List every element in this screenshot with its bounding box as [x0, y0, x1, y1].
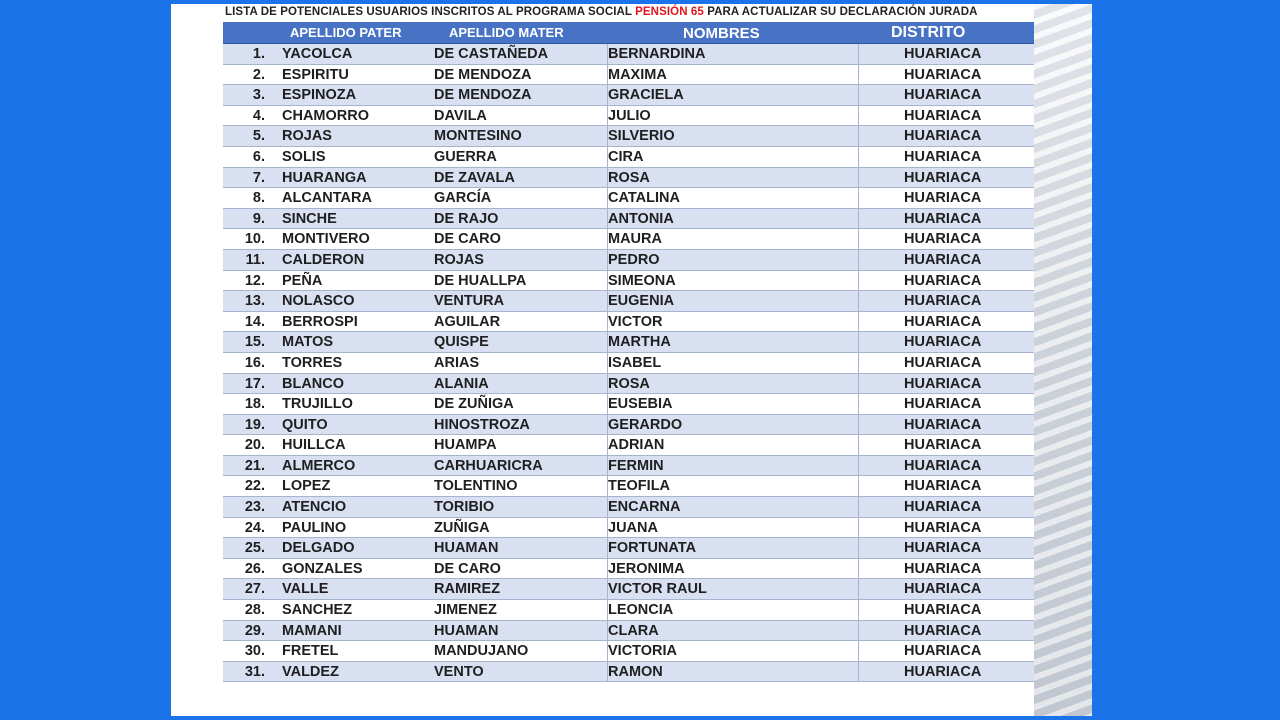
- table-header: [223, 22, 1034, 44]
- apellido-pater-cell: HUARANGA: [282, 169, 367, 186]
- nombres-cell: RAMON: [608, 663, 663, 680]
- row-number: 28.: [244, 602, 265, 619]
- table-row: [223, 353, 1034, 374]
- distrito-cell: HUARIACA: [904, 519, 982, 536]
- distrito-cell: HUARIACA: [904, 190, 982, 207]
- distrito-cell: HUARIACA: [904, 602, 982, 619]
- row-number: 16.: [244, 354, 265, 371]
- column-divider: [858, 476, 859, 496]
- apellido-mater-cell: MONTESINO: [434, 128, 522, 145]
- table-row: [223, 126, 1034, 147]
- column-divider: [858, 291, 859, 311]
- apellido-mater-cell: MANDUJANO: [434, 643, 529, 660]
- table-row: [223, 44, 1034, 65]
- apellido-pater-cell: BLANCO: [282, 375, 345, 392]
- row-number: 4.: [252, 107, 265, 124]
- column-divider: [858, 621, 859, 641]
- column-divider: [858, 415, 859, 435]
- row-number: 13.: [244, 293, 265, 310]
- nombres-cell: PEDRO: [608, 251, 660, 268]
- row-number: 21.: [244, 457, 265, 474]
- column-divider: [858, 538, 859, 558]
- table-row: [223, 435, 1034, 456]
- apellido-pater-cell: HUILLCA: [282, 437, 346, 454]
- apellido-mater-cell: CARHUARICRA: [434, 457, 543, 474]
- nombres-cell: MAURA: [608, 231, 662, 248]
- table-row: [223, 188, 1034, 209]
- distrito-cell: HUARIACA: [904, 210, 982, 227]
- apellido-pater-cell: PAULINO: [282, 519, 347, 536]
- row-number: 3.: [252, 87, 265, 104]
- table-row: [223, 621, 1034, 642]
- table-row: [223, 271, 1034, 292]
- table-row: [223, 147, 1034, 168]
- row-number: 10.: [244, 231, 265, 248]
- apellido-pater-cell: ESPIRITU: [282, 66, 349, 83]
- apellido-pater-cell: SINCHE: [282, 210, 337, 227]
- nombres-cell: JULIO: [608, 107, 651, 124]
- apellido-mater-cell: ALANIA: [434, 375, 489, 392]
- row-number: 25.: [244, 540, 265, 557]
- apellido-mater-cell: VENTO: [434, 663, 484, 680]
- table-row: [223, 579, 1034, 600]
- apellido-pater-cell: TRUJILLO: [282, 396, 353, 413]
- apellido-mater-cell: DE RAJO: [434, 210, 499, 227]
- apellido-pater-cell: SANCHEZ: [282, 602, 353, 619]
- row-number: 22.: [244, 478, 265, 495]
- table-row: [223, 168, 1034, 189]
- row-number: 9.: [252, 210, 265, 227]
- distrito-cell: HUARIACA: [904, 478, 982, 495]
- apellido-mater-cell: GARCÍA: [434, 190, 492, 207]
- distrito-cell: HUARIACA: [904, 313, 982, 330]
- row-number: 5.: [252, 128, 265, 145]
- document-title: [225, 6, 1045, 20]
- apellido-pater-cell: MATOS: [282, 334, 334, 351]
- nombres-cell: MAXIMA: [608, 66, 667, 83]
- nombres-cell: SILVERIO: [608, 128, 675, 145]
- apellido-pater-cell: CHAMORRO: [282, 107, 369, 124]
- apellido-pater-cell: DELGADO: [282, 540, 355, 557]
- distrito-cell: HUARIACA: [904, 169, 982, 186]
- nombres-cell: CIRA: [608, 148, 644, 165]
- apellido-mater-cell: GUERRA: [434, 148, 497, 165]
- distrito-cell: HUARIACA: [904, 66, 982, 83]
- apellido-mater-cell: DE ZUÑIGA: [434, 396, 514, 413]
- table-row: [223, 374, 1034, 395]
- header-nombres: NOMBRES: [683, 25, 760, 42]
- apellido-mater-cell: TOLENTINO: [434, 478, 518, 495]
- column-divider: [858, 229, 859, 249]
- distrito-cell: HUARIACA: [904, 560, 982, 577]
- row-number: 12.: [244, 272, 265, 289]
- column-divider: [858, 579, 859, 599]
- apellido-pater-cell: MONTIVERO: [282, 231, 370, 248]
- distrito-cell: HUARIACA: [904, 87, 982, 104]
- nombres-cell: ENCARNA: [608, 499, 681, 516]
- row-number: 23.: [244, 499, 265, 516]
- apellido-pater-cell: YACOLCA: [282, 46, 353, 62]
- nombres-cell: VICTOR: [608, 313, 663, 330]
- apellido-pater-cell: SOLIS: [282, 148, 326, 165]
- row-number: 29.: [244, 622, 265, 639]
- nombres-cell: VICTOR RAUL: [608, 581, 707, 598]
- table-row: [223, 291, 1034, 312]
- nombres-cell: CATALINA: [608, 190, 680, 207]
- nombres-cell: TEOFILA: [608, 478, 671, 495]
- apellido-mater-cell: HINOSTROZA: [434, 416, 530, 433]
- column-divider: [858, 559, 859, 579]
- distrito-cell: HUARIACA: [904, 437, 982, 454]
- title-prefix: LISTA DE POTENCIALES USUARIOS INSCRITOS AL PROGRAMA SOCIAL: [225, 6, 632, 18]
- table-row: [223, 85, 1034, 106]
- table-row: [223, 332, 1034, 353]
- row-number: 24.: [244, 519, 265, 536]
- apellido-pater-cell: GONZALES: [282, 560, 363, 577]
- nombres-cell: BERNARDINA: [608, 46, 706, 62]
- row-number: 1.: [252, 46, 265, 62]
- column-divider: [858, 312, 859, 332]
- row-number: 20.: [244, 437, 265, 454]
- nombres-cell: ROSA: [608, 169, 650, 186]
- apellido-pater-cell: VALLE: [282, 581, 329, 598]
- column-divider: [858, 332, 859, 352]
- column-divider: [858, 374, 859, 394]
- column-divider: [858, 188, 859, 208]
- apellido-mater-cell: RAMIREZ: [434, 581, 501, 598]
- table-row: [223, 106, 1034, 127]
- row-number: 15.: [244, 334, 265, 351]
- column-divider: [858, 518, 859, 538]
- nombres-cell: JUANA: [608, 519, 658, 536]
- apellido-pater-cell: NOLASCO: [282, 293, 355, 310]
- table-row: [223, 394, 1034, 415]
- apellido-mater-cell: ARIAS: [434, 354, 480, 371]
- nombres-cell: FORTUNATA: [608, 540, 697, 557]
- apellido-pater-cell: BERROSPI: [282, 313, 358, 330]
- nombres-cell: FERMIN: [608, 457, 664, 474]
- apellido-mater-cell: JIMENEZ: [434, 602, 497, 619]
- table-row: [223, 250, 1034, 271]
- apellido-mater-cell: AGUILAR: [434, 313, 501, 330]
- nombres-cell: CLARA: [608, 622, 659, 639]
- nombres-cell: LEONCIA: [608, 602, 674, 619]
- column-divider: [858, 209, 859, 229]
- row-number: 30.: [244, 643, 265, 660]
- table-row: [223, 641, 1034, 662]
- nombres-cell: GRACIELA: [608, 87, 684, 104]
- column-divider: [858, 353, 859, 373]
- column-divider: [858, 641, 859, 661]
- apellido-pater-cell: ATENCIO: [282, 499, 347, 516]
- column-divider: [858, 394, 859, 414]
- nombres-cell: ADRIAN: [608, 437, 665, 454]
- apellido-mater-cell: VENTURA: [434, 293, 505, 310]
- nombres-cell: MARTHA: [608, 334, 671, 351]
- column-divider: [858, 85, 859, 105]
- table-row: [223, 476, 1034, 497]
- distrito-cell: HUARIACA: [904, 334, 982, 351]
- distrito-cell: HUARIACA: [904, 416, 982, 433]
- apellido-mater-cell: DE MENDOZA: [434, 87, 532, 104]
- nombres-cell: EUGENIA: [608, 293, 675, 310]
- row-number: 2.: [252, 66, 265, 83]
- distrito-cell: HUARIACA: [904, 581, 982, 598]
- distrito-cell: HUARIACA: [904, 107, 982, 124]
- column-divider: [858, 44, 859, 64]
- apellido-mater-cell: DE ZAVALA: [434, 169, 515, 186]
- apellido-pater-cell: ALMERCO: [282, 457, 356, 474]
- row-number: 17.: [244, 375, 265, 392]
- apellido-mater-cell: DE HUALLPA: [434, 272, 527, 289]
- apellido-mater-cell: DAVILA: [434, 107, 487, 124]
- column-divider: [858, 126, 859, 146]
- beneficiaries-table: [223, 22, 1034, 682]
- apellido-mater-cell: HUAMAN: [434, 540, 499, 557]
- nombres-cell: ANTONIA: [608, 210, 674, 227]
- row-number: 31.: [244, 663, 265, 680]
- table-row: [223, 662, 1034, 683]
- nombres-cell: GERARDO: [608, 416, 683, 433]
- row-number: 26.: [244, 560, 265, 577]
- row-number: 11.: [245, 251, 265, 268]
- row-number: 8.: [252, 190, 265, 207]
- table-row: [223, 559, 1034, 580]
- distrito-cell: HUARIACA: [904, 540, 982, 557]
- distrito-cell: HUARIACA: [904, 375, 982, 392]
- distrito-cell: HUARIACA: [904, 46, 982, 62]
- row-number: 19.: [244, 416, 265, 433]
- row-number: 14.: [244, 313, 265, 330]
- apellido-mater-cell: TORIBIO: [434, 499, 495, 516]
- apellido-pater-cell: ESPINOZA: [282, 87, 357, 104]
- table-row: [223, 518, 1034, 539]
- apellido-pater-cell: PEÑA: [282, 272, 323, 289]
- header-apellido-mater: APELLIDO MATER: [449, 25, 564, 40]
- table-row: [223, 538, 1034, 559]
- apellido-mater-cell: ROJAS: [434, 251, 484, 268]
- table-row: [223, 497, 1034, 518]
- distrito-cell: HUARIACA: [904, 643, 982, 660]
- apellido-pater-cell: FRETEL: [282, 643, 339, 660]
- distrito-cell: HUARIACA: [904, 354, 982, 371]
- nombres-cell: JERONIMA: [608, 560, 685, 577]
- distrito-cell: HUARIACA: [904, 499, 982, 516]
- document-page: [171, 4, 1092, 716]
- apellido-pater-cell: TORRES: [282, 354, 343, 371]
- table-row: [223, 65, 1034, 86]
- column-divider: [858, 662, 859, 682]
- column-divider: [858, 65, 859, 85]
- distrito-cell: HUARIACA: [904, 663, 982, 680]
- table-row: [223, 415, 1034, 436]
- row-number: 6.: [252, 148, 265, 165]
- apellido-pater-cell: ALCANTARA: [282, 190, 372, 207]
- table-row: [223, 456, 1034, 477]
- apellido-mater-cell: DE CASTAÑEDA: [434, 46, 549, 62]
- table-body: [223, 44, 1034, 682]
- column-divider: [858, 271, 859, 291]
- distrito-cell: HUARIACA: [904, 231, 982, 248]
- table-row: [223, 312, 1034, 333]
- table-row: [223, 600, 1034, 621]
- row-number: 18.: [244, 396, 265, 413]
- column-divider: [858, 435, 859, 455]
- apellido-pater-cell: ROJAS: [282, 128, 332, 145]
- row-number: 27.: [244, 581, 265, 598]
- title-highlight: PENSIÓN 65: [635, 6, 704, 18]
- apellido-mater-cell: DE CARO: [434, 231, 501, 248]
- nombres-cell: ISABEL: [608, 354, 662, 371]
- column-divider: [858, 168, 859, 188]
- distrito-cell: HUARIACA: [904, 622, 982, 639]
- distrito-cell: HUARIACA: [904, 457, 982, 474]
- apellido-pater-cell: VALDEZ: [282, 663, 339, 680]
- apellido-mater-cell: HUAMAN: [434, 622, 499, 639]
- distrito-cell: HUARIACA: [904, 128, 982, 145]
- column-divider: [858, 250, 859, 270]
- header-apellido-pater: APELLIDO PATER: [290, 25, 402, 40]
- apellido-mater-cell: HUAMPA: [434, 437, 497, 454]
- apellido-pater-cell: QUITO: [282, 416, 328, 433]
- distrito-cell: HUARIACA: [904, 396, 982, 413]
- row-number: 7.: [252, 169, 265, 186]
- column-divider: [858, 456, 859, 476]
- table-row: [223, 209, 1034, 230]
- table-row: [223, 229, 1034, 250]
- apellido-pater-cell: MAMANI: [282, 622, 342, 639]
- apellido-mater-cell: DE MENDOZA: [434, 66, 532, 83]
- nombres-cell: EUSEBIA: [608, 396, 673, 413]
- distrito-cell: HUARIACA: [904, 272, 982, 289]
- apellido-pater-cell: LOPEZ: [282, 478, 331, 495]
- nombres-cell: ROSA: [608, 375, 650, 392]
- nombres-cell: SIMEONA: [608, 272, 676, 289]
- column-divider: [858, 497, 859, 517]
- column-divider: [858, 147, 859, 167]
- title-suffix: PARA ACTUALIZAR SU DECLARACIÓN JURADA: [707, 6, 978, 18]
- apellido-mater-cell: DE CARO: [434, 560, 501, 577]
- distrito-cell: HUARIACA: [904, 293, 982, 310]
- apellido-mater-cell: ZUÑIGA: [434, 519, 490, 536]
- header-distrito: DISTRITO: [891, 24, 966, 41]
- distrito-cell: HUARIACA: [904, 148, 982, 165]
- distrito-cell: HUARIACA: [904, 251, 982, 268]
- nombres-cell: VICTORIA: [608, 643, 678, 660]
- apellido-pater-cell: CALDERON: [282, 251, 365, 268]
- column-divider: [858, 106, 859, 126]
- apellido-mater-cell: QUISPE: [434, 334, 489, 351]
- column-divider: [858, 600, 859, 620]
- decorative-background: [1034, 4, 1092, 716]
